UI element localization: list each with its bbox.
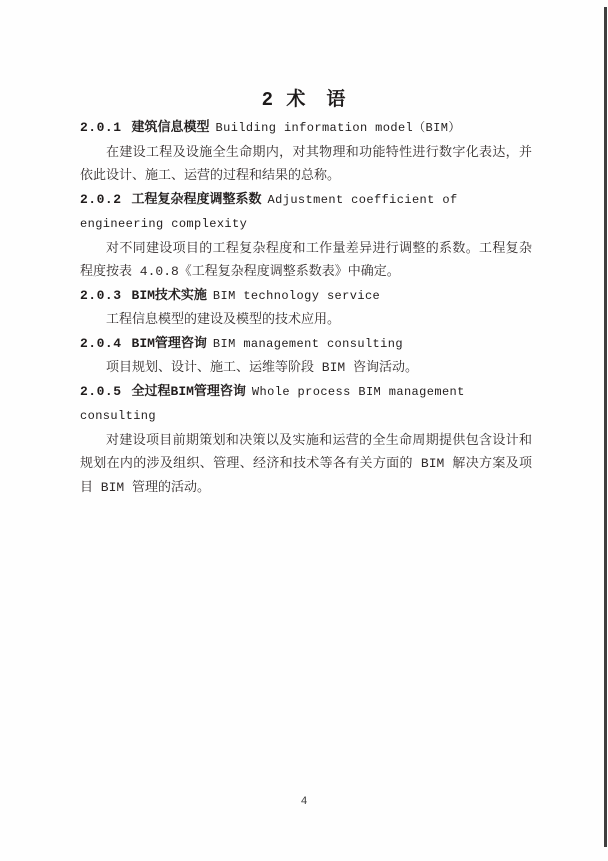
term-definition: 对不同建设项目的工程复杂程度和工作量差异进行调整的系数。工程复杂程度按表 4.0.8《工程复杂程度调整系数表》中确定。 bbox=[80, 240, 532, 279]
term-heading bbox=[80, 332, 532, 357]
term-name-zh: BIM技术实施 bbox=[131, 287, 207, 303]
term-name-en: BIM management consulting bbox=[212, 336, 403, 351]
term-name-en: Adjustment coefficient of engineering complexity bbox=[80, 192, 458, 231]
term-name-zh: 建筑信息模型 bbox=[131, 120, 210, 135]
term-heading bbox=[80, 284, 532, 309]
term-number: 2.0.4 bbox=[80, 335, 122, 351]
term-entry bbox=[80, 188, 532, 284]
term-name-en: Building information model（BIM） bbox=[215, 121, 461, 135]
chapter-title: 2 术 语 bbox=[261, 88, 347, 111]
term-definition: 在建设工程及设施全生命期内，对其物理和功能特性进行数字化表达，并依此设计、施工、运营的过程和结果的总称。 bbox=[80, 144, 532, 183]
term-heading bbox=[80, 380, 532, 429]
term-entry bbox=[80, 284, 532, 332]
term-heading bbox=[80, 188, 532, 237]
term-definition: 对建设项目前期策划和决策以及实施和运营的全生命周期提供包含设计和规划在内的涉及组织、管理、经济和技术等各有关方面的 BIM 解决方案及项目 BIM 管理的活动。 bbox=[80, 432, 532, 495]
page-number: 4 bbox=[300, 796, 308, 808]
term-entry bbox=[80, 332, 532, 380]
term-number: 2.0.3 bbox=[80, 287, 122, 303]
term-entry bbox=[80, 116, 532, 188]
term-definition: 工程信息模型的建设及模型的技术应用。 bbox=[106, 312, 341, 327]
term-entry bbox=[80, 380, 532, 500]
term-name-en: BIM technology service bbox=[212, 288, 381, 303]
term-number: 2.0.1 bbox=[80, 120, 122, 135]
scan-edge-line bbox=[604, 7, 607, 847]
term-number: 2.0.5 bbox=[80, 383, 122, 399]
terms-section bbox=[80, 116, 532, 499]
term-name-zh: 工程复杂程度调整系数 bbox=[131, 191, 262, 207]
term-heading bbox=[80, 116, 532, 141]
term-name-zh: 全过程BIM管理咨询 bbox=[131, 383, 246, 399]
term-name-zh: BIM管理咨询 bbox=[131, 335, 207, 351]
term-name-en: Whole process BIM management consulting bbox=[80, 384, 465, 423]
term-definition: 项目规划、设计、施工、运维等阶段 BIM 咨询活动。 bbox=[106, 360, 419, 375]
term-number: 2.0.2 bbox=[80, 191, 122, 207]
